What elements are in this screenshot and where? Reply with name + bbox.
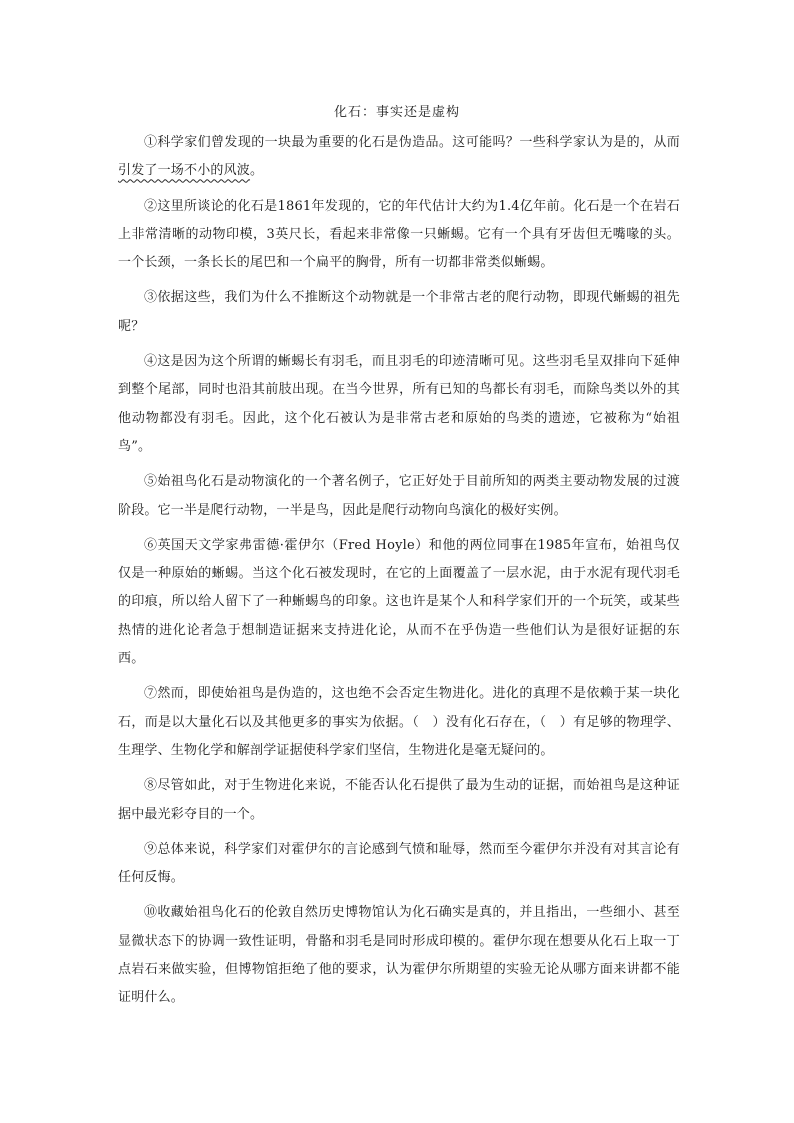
paragraph-7: ⑦然而，即使始祖鸟是伪造的，这也绝不会否定生物进化。进化的真理不是依赖于某一块化石，而是以大量化石以及其他更多的事实为依据。（ ）没有化石存在，（ ）有足够的物理学、生理学、生物化学和解剖学证据使科学家们坚信，生物进化是毫无疑问的。: [118, 686, 680, 758]
paragraph-8: ⑧尽管如此，对于生物进化来说，不能否认化石提供了最为生动的证据，而始祖鸟是这种证据中最光彩夺目的一个。: [118, 778, 680, 822]
paragraph-10: ⑩收藏始祖鸟化石的伦敦自然历史博物馆认为化石确实是真的，并且指出，一些细小、甚至显微状态下的协调一致性证明，骨骼和羽毛是同时形成印模的。霍伊尔现在想要从化石上取一丁点岩石来做实验，但博物馆拒绝了他的要求，认为霍伊尔所期望的实验无论从哪方面来讲都不能证明什么。: [118, 905, 680, 1006]
underlined-phrase: 引发了一场不小的风波: [118, 163, 251, 179]
paragraph-6: ⑥英国天文学家弗雷德·霍伊尔（Fred Hoyle）和他的两位同事在1985年宣布，始祖鸟仅仅是一种原始的蜥蜴。当这个化石被发现时，在它的上面覆盖了一层水泥，由于水泥有现代羽毛的印痕，所以给人留下了一种蜥蜴鸟的印象。这也许是某个人和科学家们开的一个玩笑，或某些热情的进化论者急于想制造证据来支持进化论，从而不在乎伪造一些他们认为是很好证据的东西。: [118, 537, 680, 667]
paragraph-2: ②这里所谈论的化石是1861年发现的，它的年代估计大约为1.4亿年前。化石是一个在岩石上非常清晰的动物印模，3英尺长，看起来非常像一只蜥蜴。它有一个具有牙齿但无嘴喙的头。一个长颈，一条长长的尾巴和一个扁平的胸骨，所有一切都非常类似蜥蜴。: [118, 198, 680, 271]
paragraph-5: ⑤始祖鸟化石是动物演化的一个著名例子，它正好处于目前所知的两类主要动物发展的过渡阶段。它一半是爬行动物，一半是鸟，因此是爬行动物向鸟演化的极好实例。: [118, 474, 680, 518]
paragraph-4: ④这是因为这个所谓的蜥蜴长有羽毛，而且羽毛的印迹清晰可见。这些羽毛呈双排向下延伸到整个尾部，同时也沿其前肢出现。在当今世界，所有已知的鸟都长有羽毛，而除鸟类以外的其他动物都没有羽毛。因此，这个化石被认为是非常古老和原始的鸟类的遗迹，它被称为“始祖鸟”。: [118, 354, 680, 454]
paragraph-1-end: 。: [250, 163, 264, 179]
paragraph-9: ⑨总体来说，科学家们对霍伊尔的言论感到气愤和耻辱，然而至今霍伊尔并没有对其言论有任何反悔。: [118, 841, 680, 886]
article-title: 化石：事实还是虚构: [333, 105, 460, 120]
paragraph-1-text: ①科学家们曾发现的一块最为重要的化石是伪造品。这可能吗？一些科学家认为是的，从而: [144, 135, 680, 150]
paragraph-1: [118, 129, 680, 186]
paragraph-3: ③依据这些，我们为什么不推断这个动物就是一个非常古老的爬行动物，即现代蜥蜴的祖先呢？: [118, 290, 680, 334]
article-body: [118, 129, 680, 1020]
